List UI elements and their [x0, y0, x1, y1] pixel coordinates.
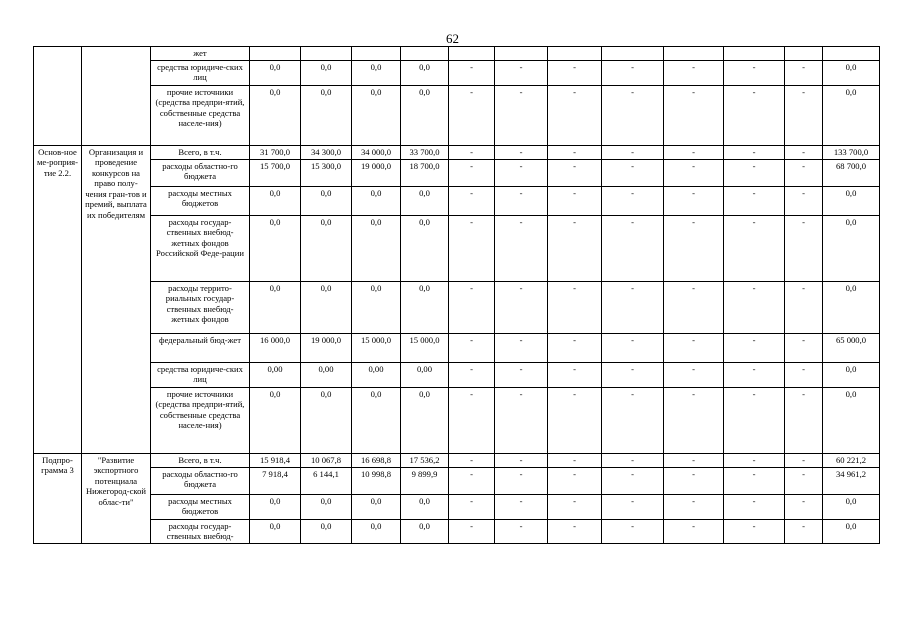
empty-year-cell: - [602, 519, 664, 543]
empty-year-cell: - [495, 60, 548, 85]
year-value-cell: 0,0 [401, 281, 449, 333]
year-value-cell: 0,0 [401, 60, 449, 85]
empty-year-cell: - [724, 215, 785, 281]
empty-year-cell: - [724, 85, 785, 145]
year-value-cell: 0,0 [301, 186, 352, 215]
year-value-cell: 15 000,0 [401, 333, 449, 362]
empty-year-cell: - [548, 186, 602, 215]
year-value-cell: 0,00 [250, 362, 301, 387]
empty-year-cell: - [664, 453, 724, 467]
year-value-cell: 0,0 [352, 387, 401, 453]
table-row [34, 85, 880, 145]
total-cell: 0,0 [823, 186, 880, 215]
empty-year-cell [785, 47, 823, 61]
year-value-cell: 16 698,8 [352, 453, 401, 467]
year-value-cell [352, 47, 401, 61]
year-value-cell: 0,00 [352, 362, 401, 387]
funding-source-cell: расходы государ-ственных внебюд-жетных фондов Российской Феде-рации [151, 215, 250, 281]
total-cell: 0,0 [823, 85, 880, 145]
funding-source-cell: расходы местных бюджетов [151, 494, 250, 519]
year-value-cell: 0,0 [401, 387, 449, 453]
year-value-cell: 19 000,0 [352, 159, 401, 186]
table-row [34, 494, 880, 519]
empty-year-cell: - [495, 215, 548, 281]
empty-year-cell: - [724, 333, 785, 362]
empty-year-cell: - [785, 519, 823, 543]
empty-year-cell: - [495, 453, 548, 467]
table-row [34, 362, 880, 387]
year-value-cell: 19 000,0 [301, 333, 352, 362]
year-value-cell [401, 47, 449, 61]
budget-table [33, 46, 880, 544]
year-value-cell: 0,0 [301, 494, 352, 519]
empty-year-cell: - [602, 60, 664, 85]
empty-year-cell: - [785, 467, 823, 494]
empty-year-cell: - [602, 387, 664, 453]
funding-source-cell: расходы террито-риальных государ-ственных внебюд-жетных фондов [151, 281, 250, 333]
year-value-cell: 17 536,2 [401, 453, 449, 467]
empty-year-cell: - [449, 362, 495, 387]
empty-year-cell: - [724, 467, 785, 494]
year-value-cell: 0,0 [352, 85, 401, 145]
empty-year-cell: - [449, 159, 495, 186]
empty-year-cell: - [602, 85, 664, 145]
year-value-cell: 0,0 [352, 215, 401, 281]
empty-year-cell: - [602, 453, 664, 467]
empty-year-cell: - [449, 494, 495, 519]
year-value-cell: 10 067,8 [301, 453, 352, 467]
year-value-cell: 0,0 [301, 215, 352, 281]
year-value-cell: 0,00 [401, 362, 449, 387]
empty-year-cell: - [602, 145, 664, 159]
total-cell: 0,0 [823, 281, 880, 333]
empty-year-cell: - [785, 333, 823, 362]
funding-source-cell: расходы местных бюджетов [151, 186, 250, 215]
year-value-cell: 31 700,0 [250, 145, 301, 159]
year-value-cell: 9 899,9 [401, 467, 449, 494]
empty-year-cell: - [449, 519, 495, 543]
year-value-cell: 0,0 [301, 281, 352, 333]
funding-source-cell: прочие источники (средства предпри-ятий, собственные средства населе-ния) [151, 387, 250, 453]
year-value-cell: 34 000,0 [352, 145, 401, 159]
table-row [34, 519, 880, 543]
empty-year-cell: - [664, 387, 724, 453]
funding-source-cell: средства юридиче-ских лиц [151, 362, 250, 387]
table-row [34, 453, 880, 467]
empty-year-cell: - [495, 387, 548, 453]
funding-source-cell: Всего, в т.ч. [151, 145, 250, 159]
year-value-cell: 0,0 [250, 215, 301, 281]
empty-year-cell: - [495, 519, 548, 543]
year-value-cell: 34 300,0 [301, 145, 352, 159]
empty-year-cell: - [664, 159, 724, 186]
empty-year-cell: - [449, 453, 495, 467]
table-row [34, 159, 880, 186]
empty-year-cell: - [664, 333, 724, 362]
year-value-cell: 0,0 [401, 494, 449, 519]
year-value-cell: 15 918,4 [250, 453, 301, 467]
empty-year-cell: - [724, 519, 785, 543]
year-value-cell: 0,0 [250, 494, 301, 519]
measure-code-cell [34, 47, 82, 146]
empty-year-cell: - [785, 145, 823, 159]
table-row [34, 186, 880, 215]
empty-year-cell: - [602, 281, 664, 333]
empty-year-cell: - [785, 60, 823, 85]
year-value-cell: 0,0 [352, 519, 401, 543]
empty-year-cell: - [664, 467, 724, 494]
empty-year-cell: - [785, 281, 823, 333]
empty-year-cell: - [664, 362, 724, 387]
funding-source-cell: федеральный бюд-жет [151, 333, 250, 362]
empty-year-cell: - [495, 85, 548, 145]
funding-source-cell: расходы государ-ственных внебюд- [151, 519, 250, 543]
year-value-cell: 0,0 [401, 215, 449, 281]
empty-year-cell: - [495, 333, 548, 362]
empty-year-cell: - [785, 453, 823, 467]
year-value-cell: 0,0 [352, 60, 401, 85]
empty-year-cell: - [449, 60, 495, 85]
empty-year-cell: - [449, 387, 495, 453]
year-value-cell: 0,0 [401, 519, 449, 543]
empty-year-cell: - [724, 159, 785, 186]
year-value-cell: 0,0 [250, 186, 301, 215]
empty-year-cell: - [548, 467, 602, 494]
empty-year-cell: - [724, 362, 785, 387]
year-value-cell: 33 700,0 [401, 145, 449, 159]
empty-year-cell: - [724, 145, 785, 159]
empty-year-cell: - [602, 215, 664, 281]
empty-year-cell: - [724, 281, 785, 333]
empty-year-cell: - [664, 494, 724, 519]
empty-year-cell: - [495, 281, 548, 333]
empty-year-cell: - [449, 467, 495, 494]
empty-year-cell: - [785, 215, 823, 281]
total-cell: 0,0 [823, 60, 880, 85]
empty-year-cell: - [602, 494, 664, 519]
year-value-cell: 0,0 [250, 281, 301, 333]
measure-title-cell: Организация и проведение конкурсов на право полу-чения гран-тов и премий, выплата их победителям [82, 145, 151, 453]
empty-year-cell [548, 47, 602, 61]
measure-title-cell: "Развитие экспортного потенциала Нижегород-ской облас-ти" [82, 453, 151, 543]
funding-source-cell: средства юридиче-ских лиц [151, 60, 250, 85]
total-cell: 60 221,2 [823, 453, 880, 467]
empty-year-cell: - [495, 362, 548, 387]
empty-year-cell: - [785, 362, 823, 387]
measure-code-cell: Подпро-грамма 3 [34, 453, 82, 543]
year-value-cell: 7 918,4 [250, 467, 301, 494]
table-row [34, 47, 880, 61]
funding-source-cell: Всего, в т.ч. [151, 453, 250, 467]
empty-year-cell: - [785, 494, 823, 519]
empty-year-cell: - [602, 362, 664, 387]
total-cell: 133 700,0 [823, 145, 880, 159]
empty-year-cell [602, 47, 664, 61]
empty-year-cell: - [548, 145, 602, 159]
empty-year-cell: - [548, 494, 602, 519]
empty-year-cell: - [664, 85, 724, 145]
year-value-cell: 0,0 [301, 519, 352, 543]
total-cell: 0,0 [823, 494, 880, 519]
measure-code-cell: Основ-ное ме-роприя-тие 2.2. [34, 145, 82, 453]
year-value-cell: 0,00 [301, 362, 352, 387]
empty-year-cell: - [495, 145, 548, 159]
empty-year-cell: - [548, 333, 602, 362]
year-value-cell [301, 47, 352, 61]
funding-source-cell: расходы областно-го бюджета [151, 467, 250, 494]
empty-year-cell [724, 47, 785, 61]
year-value-cell [250, 47, 301, 61]
empty-year-cell: - [449, 215, 495, 281]
table-row [34, 467, 880, 494]
empty-year-cell: - [548, 281, 602, 333]
empty-year-cell: - [548, 453, 602, 467]
empty-year-cell: - [602, 333, 664, 362]
year-value-cell: 0,0 [401, 85, 449, 145]
empty-year-cell: - [664, 281, 724, 333]
year-value-cell: 0,0 [301, 387, 352, 453]
empty-year-cell [495, 47, 548, 61]
empty-year-cell: - [449, 85, 495, 145]
year-value-cell: 0,0 [352, 281, 401, 333]
year-value-cell: 15 000,0 [352, 333, 401, 362]
empty-year-cell: - [785, 159, 823, 186]
empty-year-cell: - [548, 215, 602, 281]
total-cell [823, 47, 880, 61]
year-value-cell: 0,0 [401, 186, 449, 215]
empty-year-cell: - [785, 387, 823, 453]
empty-year-cell: - [548, 387, 602, 453]
total-cell: 65 000,0 [823, 333, 880, 362]
empty-year-cell: - [449, 333, 495, 362]
table-row [34, 215, 880, 281]
total-cell: 68 700,0 [823, 159, 880, 186]
year-value-cell: 18 700,0 [401, 159, 449, 186]
year-value-cell: 0,0 [352, 494, 401, 519]
empty-year-cell: - [602, 159, 664, 186]
empty-year-cell: - [724, 494, 785, 519]
empty-year-cell: - [664, 215, 724, 281]
measure-title-cell [82, 47, 151, 146]
empty-year-cell: - [602, 467, 664, 494]
year-value-cell: 0,0 [250, 85, 301, 145]
empty-year-cell: - [664, 186, 724, 215]
empty-year-cell: - [664, 145, 724, 159]
empty-year-cell: - [548, 362, 602, 387]
empty-year-cell: - [724, 453, 785, 467]
empty-year-cell: - [602, 186, 664, 215]
year-value-cell: 15 700,0 [250, 159, 301, 186]
empty-year-cell: - [449, 186, 495, 215]
total-cell: 0,0 [823, 519, 880, 543]
total-cell: 0,0 [823, 387, 880, 453]
year-value-cell: 6 144,1 [301, 467, 352, 494]
empty-year-cell: - [495, 467, 548, 494]
empty-year-cell [449, 47, 495, 61]
empty-year-cell [664, 47, 724, 61]
year-value-cell: 0,0 [301, 85, 352, 145]
empty-year-cell: - [548, 85, 602, 145]
year-value-cell: 15 300,0 [301, 159, 352, 186]
empty-year-cell: - [495, 494, 548, 519]
table-row [34, 60, 880, 85]
empty-year-cell: - [664, 519, 724, 543]
page-number: 62 [446, 31, 459, 46]
funding-source-cell: прочие источники (средства предпри-ятий, собственные средства населе-ния) [151, 85, 250, 145]
year-value-cell: 16 000,0 [250, 333, 301, 362]
total-cell: 0,0 [823, 362, 880, 387]
empty-year-cell: - [785, 85, 823, 145]
empty-year-cell: - [724, 387, 785, 453]
empty-year-cell: - [495, 186, 548, 215]
total-cell: 0,0 [823, 215, 880, 281]
empty-year-cell: - [495, 159, 548, 186]
empty-year-cell: - [548, 159, 602, 186]
year-value-cell: 0,0 [301, 60, 352, 85]
empty-year-cell: - [724, 60, 785, 85]
empty-year-cell: - [449, 281, 495, 333]
table-row [34, 333, 880, 362]
table-row [34, 281, 880, 333]
empty-year-cell: - [548, 519, 602, 543]
year-value-cell: 0,0 [250, 387, 301, 453]
funding-source-cell: жет [151, 47, 250, 61]
empty-year-cell: - [785, 186, 823, 215]
year-value-cell: 0,0 [352, 186, 401, 215]
table-row [34, 145, 880, 159]
empty-year-cell: - [664, 60, 724, 85]
empty-year-cell: - [548, 60, 602, 85]
empty-year-cell: - [449, 145, 495, 159]
year-value-cell: 0,0 [250, 60, 301, 85]
year-value-cell: 10 998,8 [352, 467, 401, 494]
table-row [34, 387, 880, 453]
empty-year-cell: - [724, 186, 785, 215]
year-value-cell: 0,0 [250, 519, 301, 543]
funding-source-cell: расходы областно-го бюджета [151, 159, 250, 186]
total-cell: 34 961,2 [823, 467, 880, 494]
